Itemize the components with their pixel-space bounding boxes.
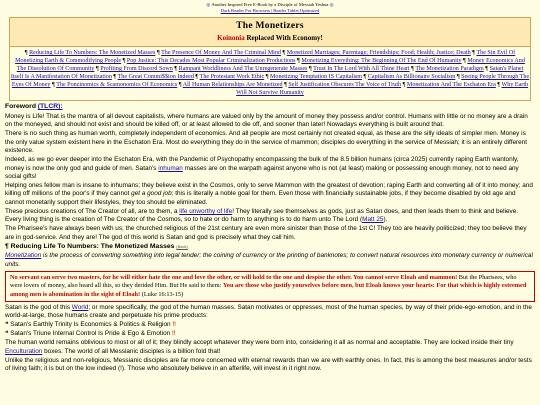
nav-pilcrow: ¶ xyxy=(401,82,407,89)
nav-link-4[interactable]: The Sin Evil Of Monetizing Earth & Commodifying People xyxy=(15,50,516,65)
back-link[interactable]: (Back) xyxy=(176,243,188,249)
nav-pilcrow: ¶ xyxy=(193,74,200,81)
quote-red-1: No servant can serve two masters, for he will either hate the one and love the other, or will hold to the one and despise the other. You cannot serve Eloah and mammon! xyxy=(10,274,458,282)
definition-text: is the process of converting something into legal tender; the coining of currency or the printing of banknotes; to convert natural resources into monetary currency or numerical units. xyxy=(5,252,533,268)
nav-link-2[interactable]: The Presence Of Money And The Criminal Mind xyxy=(161,50,281,57)
p3-text-a: Indeed, as we go ever deeper into the Eschaton Era, with the Pandemic of Psychopathy encompassing the bulk of the 8.5 billion humans (circa 2025) currently raping Earth wantonly, money is now the only god and guide of men. Satan's xyxy=(5,156,519,172)
subtitle-rest: Replaced With Economy! xyxy=(246,34,323,42)
nav-link-8[interactable]: Profiting From Discord Sown xyxy=(100,66,173,73)
after-p1-b: ; or more specifically, the god of the human masses. Satan motivates or oppresses, most of the human species, by way of their pride-ego-emotion, and in the world-at-large, those humans create and perpetuate his prime products: xyxy=(5,303,532,320)
section-pilcrow: ¶ xyxy=(5,242,11,250)
after-p2-a: The human world remains oblivious to most or all of it; they blindly accept whatever they were born into, considering it all as normal and acceptable. They are locked inside their tiny xyxy=(5,339,514,347)
inhuman-link[interactable]: inhuman xyxy=(158,164,183,172)
p4-italic: get a good job xyxy=(131,190,172,198)
foreword-p2: There is no such thing as human worth, completely independent of economics. And all people are most certainly not created equal, as these are the silly ideals of simpler men. Money is the only value system existent here in the Eschaton Era. Most do everything they do in the service of mammon; disciples do everything in the service of Messiah; it is an entirely different existence. xyxy=(5,130,528,155)
nav-link-12[interactable]: Satan's Planet Itself Is A Manifestation Of Monetization xyxy=(10,66,524,81)
p5-text-c: ). xyxy=(383,216,388,224)
bullet-2-excl: !! xyxy=(172,330,176,338)
page-title: The Monetizers xyxy=(236,21,304,32)
p5-text-b: ! They literally see themselves as gods, just as Satan does, and then leads them to think and believe. Every living thing is the creation of The Creator of the Cosmos, so to hate or do harm to anything is to do harm unto The Lord ( xyxy=(5,207,519,224)
nav-pilcrow: ¶ xyxy=(111,74,118,81)
nav-link-14[interactable]: The Protestant Work Ethic xyxy=(199,74,265,81)
title-banner xyxy=(9,17,531,47)
p5-text-a: These precious creations of The Creator of all, are to them, a xyxy=(5,207,180,215)
after-p2-b: boxes. The world of all Messianic disciples is a billion fold that! xyxy=(42,347,221,355)
dark-reader-link[interactable]: Dark Reader For Browsers | Reader Tablet Optimized xyxy=(220,7,320,13)
top-header xyxy=(3,2,537,13)
foreword-p5 xyxy=(5,208,535,225)
foreword-p4 xyxy=(5,182,535,207)
nav-pilcrow: ¶ xyxy=(409,66,416,73)
subtitle-highlight: Koinonia xyxy=(217,34,245,42)
section1-heading: Reducing Life To Numbers: The Monetized Masses xyxy=(10,242,175,250)
nav-pilcrow: ¶ xyxy=(177,82,183,89)
page-subtitle xyxy=(10,34,530,43)
nav-pilcrow: ¶ xyxy=(264,74,270,81)
nav-pilcrow: ¶ xyxy=(470,50,477,57)
bullet-1-text: Satan's Earthly Trinity Is Economics & Politics & Religion xyxy=(10,321,171,329)
nav-link-19[interactable]: All Human Relationships Are Monetized xyxy=(182,82,283,89)
nav-link-22[interactable]: Why Earth Will Not Survive Humanity xyxy=(236,82,529,97)
nav-pilcrow: ¶ xyxy=(172,66,179,73)
nav-link-7[interactable]: Money Economics And The Dissolution Of Community xyxy=(16,58,525,73)
nav-link-11[interactable]: The Monetization Paradigm xyxy=(415,66,484,73)
bullet-2-text: Satan's Triune Internal Control Is Pride & Ego & Emotion xyxy=(10,330,171,338)
nav-link-1[interactable]: Reducing Life To Numbers: The Monetized Masses xyxy=(29,50,156,57)
nav-link-6[interactable]: Monetizing Everything: The Beginning Of The End Of Humanity xyxy=(301,58,462,65)
bullet-1-excl: !! xyxy=(172,321,176,329)
world-link[interactable]: World xyxy=(71,303,89,311)
nav-pilcrow: ¶ xyxy=(282,82,289,89)
nav-pilcrow: ¶ xyxy=(155,50,162,57)
enculturation-link[interactable]: Enculturation xyxy=(5,347,43,355)
foreword-heading: Foreword xyxy=(5,103,36,111)
nav-link-16[interactable]: Capitalism As Billionaire Socialism xyxy=(367,74,456,81)
nav-pilcrow: ¶ xyxy=(495,82,502,89)
quote-black-1: But the Pharisees, who were lovers of money, also heard all this, so they derided Him. But He said to them: xyxy=(10,274,517,290)
quote-reference: (Luke 16:13-15) xyxy=(140,290,184,298)
bullet-icon: ❝ xyxy=(5,321,11,329)
nav-link-21[interactable]: Monetization And The Eschaton Era xyxy=(406,82,496,89)
bullet-1 xyxy=(5,321,535,329)
quote-red-2: You are those who justify yourselves before men, but Eloah knows your hearts: For that which is highly esteemed among men is abomination in the sight of Eloah! xyxy=(10,282,527,298)
nav-link-15[interactable]: Monetizing Temptation IS Capitalism xyxy=(269,74,363,81)
bullet-2 xyxy=(5,330,535,338)
nav-link-18[interactable]: The Ponzinomics & Scamonomics Of Economics xyxy=(56,82,178,89)
main-content xyxy=(3,101,537,373)
nav-link-20[interactable]: Self Justification Obscures The Voice of Truth xyxy=(288,82,402,89)
after-p1 xyxy=(5,304,535,321)
nav-pilcrow: ¶ xyxy=(461,58,468,65)
matt25-link[interactable]: Matt 25 xyxy=(362,216,384,224)
monetization-definition xyxy=(5,252,535,269)
nav-pilcrow: ¶ xyxy=(307,66,314,73)
nav-pilcrow: ¶ xyxy=(483,66,490,73)
tlcr-link[interactable]: (TLCR): xyxy=(37,103,63,111)
monetization-term[interactable]: Monetization xyxy=(5,252,42,260)
after-p1-a: Satan is the god of this xyxy=(5,303,72,311)
globe-icon-right: ◎ xyxy=(329,2,334,7)
nav-link-5[interactable]: Pop Justice: This Decades Most Popular Criminalization Productions xyxy=(126,58,296,65)
after-p3: Unlike the religious and non-religious, Messianic disciples are far more concerned with eternal rewards than we are with earthly ones. In fact, this is among the best measures and/or tests of living faith; it is but on the low indeed (!). Those who absolutely believe in an afterlife, will invest in it right now. xyxy=(5,356,532,373)
globe-icon: ◎ xyxy=(206,2,211,7)
page xyxy=(3,0,537,374)
nav-link-10[interactable]: Trust In The Lord With All Thine Heart xyxy=(313,66,410,73)
nav-link-17[interactable]: Seeing People Through The Eyes Of Money xyxy=(11,74,530,89)
nav-pilcrow: ¶ xyxy=(94,66,101,73)
p3-text-b: masses are on the warpath against anyone who is not (at least) making or possessing enough money, not to need any social gifts! xyxy=(5,164,519,181)
nav-link-3[interactable]: Monetized Marriages; Parentage; Friendships; Food; Health; Justice; Death xyxy=(286,50,471,57)
nav-pilcrow: ¶ xyxy=(455,74,462,81)
nav-link-9[interactable]: Rampant Worldliness And The Unregenerate Masses xyxy=(178,66,308,73)
nav-pilcrow: ¶ xyxy=(121,58,127,65)
nav-pilcrow: ¶ xyxy=(362,74,368,81)
after-p2 xyxy=(5,339,535,356)
nav-pilcrow: ¶ xyxy=(295,58,302,65)
chapter-navigation xyxy=(9,47,531,101)
nav-link-13[interactable]: The Great Commi$$ion Indeed xyxy=(117,74,194,81)
life-unworthy-link[interactable]: life unworthy of life xyxy=(179,207,233,215)
p4-text-a: Helping ones fellow man is insane to inhumans; they believe exist in the Cosmos, only to serve Mammon with the greatest of devotion; raping Earth and converting all of it into money; and killing off millions of the poor's if they cannot xyxy=(5,182,533,198)
header-line1: Another Inspired Free E-Book by a Disciple of Messiah Yeshua xyxy=(211,2,329,7)
nav-pilcrow: ¶ xyxy=(280,50,287,57)
bullet-icon: ❝ xyxy=(5,330,11,338)
p4-text-b: ; this is literally a noble goal for them. Even those with financially sustainable jobs, if they become disabled by old age and cannot monetarily support their lifestyles, they too should be eliminated. xyxy=(5,190,516,206)
nav-pilcrow: ¶ xyxy=(24,50,30,57)
foreword-p6: The Pharisee's have always been with us; the churched religious of the 21st century are even more sinister than those of the 1st C! They too are heavily politicized; they too believe they are in god-service. And they are! The god of this world is Satan and god is precisely what they call him. xyxy=(5,225,527,241)
scripture-quote xyxy=(5,271,535,302)
foreword-p3 xyxy=(5,156,535,181)
foreword-p1: Money is Life! That is the mantra of all devout capitalists, where humans are valued only by the amount of money they possess and/or control. Humans with little or no money are a drain on the moneyed, and should not exist and should be killed off, or at least allowed to die off, and sooner than later! Nowadays everything is built around that. xyxy=(5,112,528,129)
nav-pilcrow: ¶ xyxy=(50,82,57,89)
